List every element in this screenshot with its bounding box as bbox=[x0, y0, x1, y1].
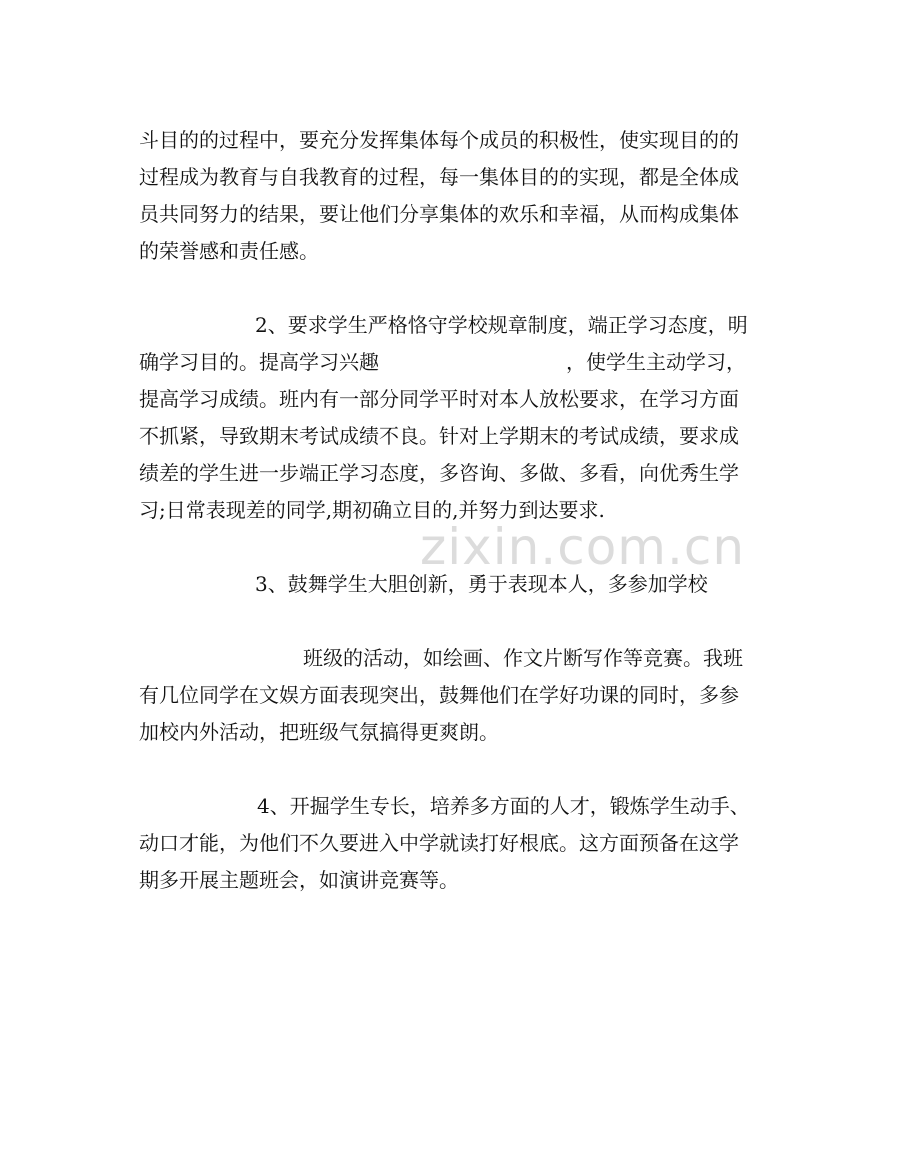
paragraph-1-line-3: 员共同努力的结果，要让他们分享集体的欢乐和幸福，从而构成集体 bbox=[139, 202, 739, 226]
paragraph-3-line-3: 有几位同学在文娱方面表现突出，鼓舞他们在学好功课的同时，多参 bbox=[139, 683, 739, 707]
paragraph-2-line-6: 习;日常表现差的同学,期初确立目的,并努力到达要求. bbox=[139, 498, 605, 522]
watermark-text: zixin.com.cn bbox=[420, 518, 746, 576]
paragraph-3-line-2: 班级的活动，如绘画、作文片断写作等竞赛。我班 bbox=[303, 646, 743, 670]
paragraph-4-line-1: 4、开掘学生专长，培养多方面的人才，锻炼学生动手、 bbox=[257, 794, 750, 818]
paragraph-2-line-1: 2、要求学生严格恪守学校规章制度，端正学习态度，明 bbox=[255, 313, 748, 337]
paragraph-4-line-3: 期多开展主题班会，如演讲竞赛等。 bbox=[139, 868, 459, 892]
paragraph-2-line-2b: ，使学生主动学习， bbox=[566, 350, 746, 374]
paragraph-4-line-2: 动口才能，为他们不久要进入中学就读打好根底。这方面预备在这学 bbox=[139, 831, 739, 855]
paragraph-1-line-2: 过程成为教育与自我教育的过程，每一集体目的的实现，都是全体成 bbox=[139, 165, 739, 189]
paragraph-3-line-1: 3、鼓舞学生大胆创新，勇于表现本人，多参加学校 bbox=[255, 572, 708, 596]
paragraph-2-line-3: 提高学习成绩。班内有一部分同学平时对本人放松要求，在学习方面 bbox=[139, 387, 739, 411]
paragraph-1-line-4: 的荣誉感和责任感。 bbox=[139, 239, 319, 263]
paragraph-2-line-5: 绩差的学生进一步端正学习态度，多咨询、多做、多看，向优秀生学 bbox=[139, 461, 739, 485]
paragraph-3-line-4: 加校内外活动，把班级气氛搞得更爽朗。 bbox=[139, 720, 499, 744]
paragraph-2-line-2a: 确学习目的。提高学习兴趣 bbox=[139, 350, 379, 374]
paragraph-2-line-4: 不抓紧，导致期末考试成绩不良。针对上学期末的考试成绩，要求成 bbox=[139, 424, 739, 448]
paragraph-1-line-1: 斗目的的过程中，要充分发挥集体每个成员的积极性，使实现目的的 bbox=[139, 128, 739, 152]
